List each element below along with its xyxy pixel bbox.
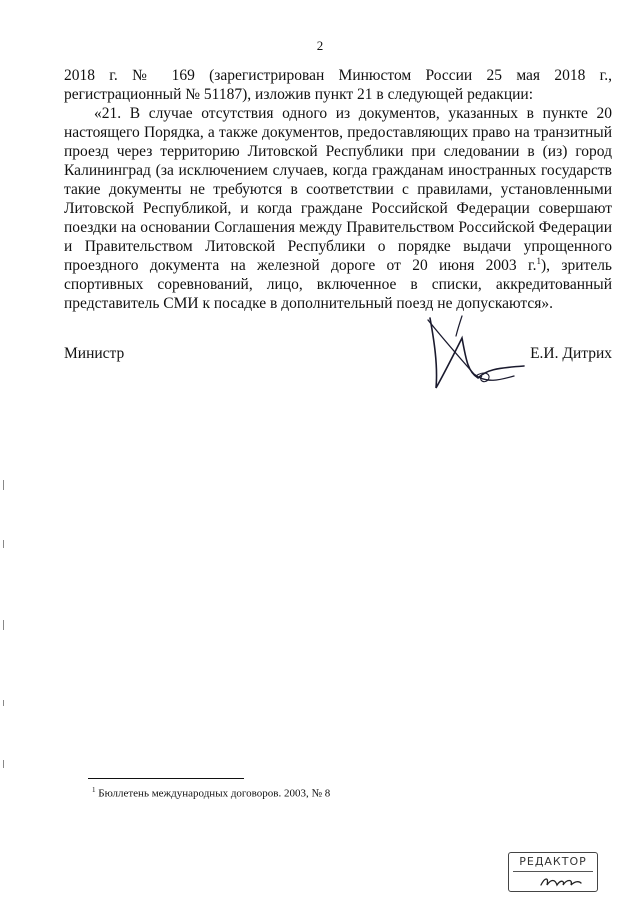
footnote-separator [88,778,244,779]
signature-block [64,345,612,367]
footnote-text: Бюллетень международных договоров. 2003, № 8 [98,787,331,800]
document-body [64,66,612,313]
signatory-name: Е.И. Дитрих [530,345,612,362]
paragraph-continuation: 2018 г. № 169 (зарегистрирован Минюстом России 25 мая 2018 г., регистрационный № 51187), изложив пункт 21 в следующей редакции: [64,67,612,103]
clause-text-part-2: ), зритель спортивных соревнований, лицо, включенное в списки, аккредитованный представитель СМИ к посадке в дополнительный поезд не допускаются». [64,257,612,312]
handwritten-signature [416,310,528,394]
paragraph-amended-clause-21 [64,104,612,313]
editor-stamp [508,852,598,892]
stamp-label: РЕДАКТОР [519,855,587,868]
footnote [92,786,330,800]
stamp-initials-handwriting [539,871,583,891]
signatory-position: Министр [64,345,125,362]
page-number: 2 [316,38,324,53]
scan-margin-marks [2,480,5,780]
footnote-reference[interactable]: 1 [536,255,541,266]
footnote-marker: 1 [92,786,96,794]
clause-text-part-1: «21. В случае отсутствия одного из документов, указанных в пункте 20 настоящего Порядка, а также документов, предоставляющих право на транзитный проезд через территорию Литовской Республики при следовании в (из) город Калининград (за исключением случаев, когда гражданам иностранных государств такие документы не требуются в соответствии с правилами, установленными Литовской Республикой, и когда граждане Российской Федерации совершают поездки на основании Соглашения между Правительством Российской Федерации и Правительством Литовской Республики о порядке выдачи упрощенного проездного документа на железной дороге от 20 июня 2003 г. [64,105,612,274]
